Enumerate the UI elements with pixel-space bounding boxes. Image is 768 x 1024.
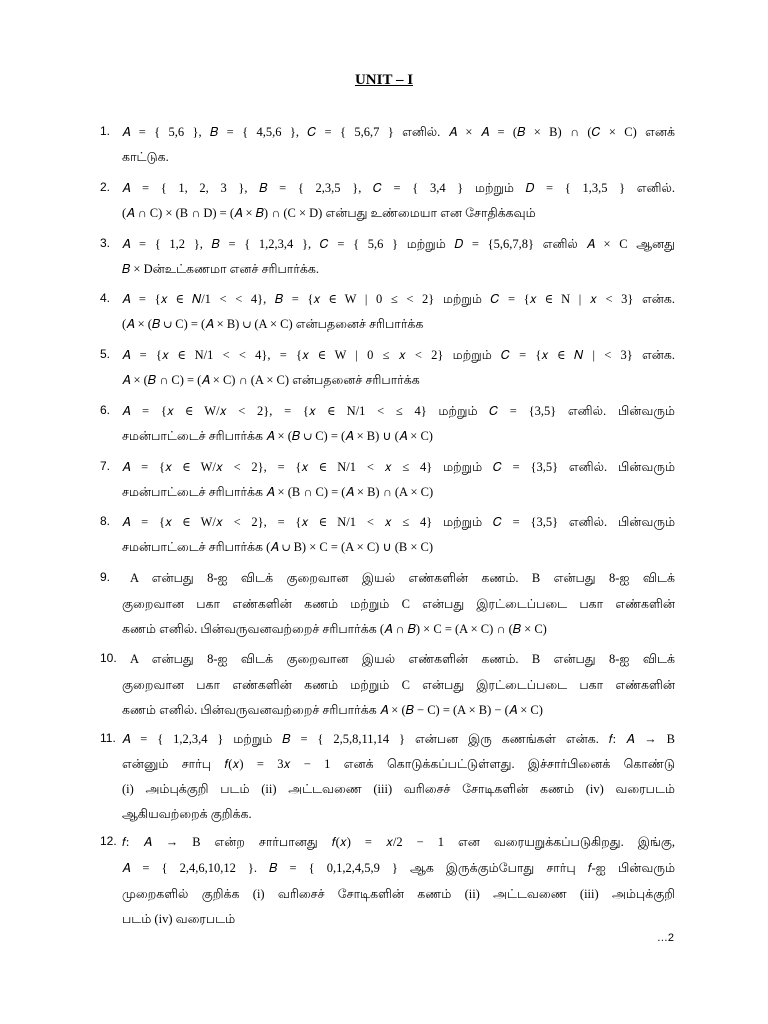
question-text-line: 𝐴 × (𝐵 ∩ C) = (𝐴 × C) ∩ (A × C) என்பதனைச் சரிபார்க்க xyxy=(122,373,420,387)
page-title: UNIT – I xyxy=(354,72,414,88)
question-number: 3. xyxy=(100,236,111,250)
question-text-line: சமன்பாட்டைச் சரிபார்க்க (𝐴 ∪ B) × C = (A × C) ∪ (B × C) xyxy=(122,540,434,554)
question-number: 11. xyxy=(100,731,116,745)
question-text-line: காட்டுக. xyxy=(122,150,169,164)
question-text-line: 𝐴 = { 5,6 }, 𝐵 = { 4,5,6 }, 𝐶 = { 5,6,7 } எனில். 𝐴 × 𝐴 = (𝐵 × B) ∩ (𝐶 × C) எனக் xyxy=(122,125,675,139)
question-text-line: கணம் எனில். பின்வருவனவற்றைச் சரிபார்க்க 𝐴 × (𝐵 − C) = (A × B) − (𝐴 × C) xyxy=(122,703,543,717)
question-text-line: 𝐴 = { 1,2 }, 𝐵 = { 1,2,3,4 }, 𝐶 = { 5,6 } மற்றும் 𝐷 = {5,6,7,8} எனில் 𝐴 × C ஆனது xyxy=(122,237,675,251)
question-text-line: A என்பது 8-ஐ விடக் குறைவான இயல் எண்களின் கணம். B என்பது 8-ஐ விடக் xyxy=(130,571,675,585)
question-number: 7. xyxy=(100,459,111,473)
question-number: 1. xyxy=(100,124,111,138)
question-number: 10. xyxy=(100,651,117,665)
question-text-line: A என்பது 8-ஐ விடக் குறைவான இயல் எண்களின் கணம். B என்பது 8-ஐ விடக் xyxy=(130,652,675,666)
question-text-line: (i) அம்புக்குறி படம் (ii) அட்டவணை (iii) வரிசைச் சோடிகளின் கணம் (iv) வரைபடம் xyxy=(122,782,675,796)
question-text-line: 𝐴 = {𝑥 ∈ W/𝑥 < 2}, = {𝑥 ∈ N/1 < ≤ 4} மற்றும் 𝐶 = {3,5} எனில். பின்வரும் xyxy=(122,404,675,418)
question-text-line: 𝐴 = {𝑥 ∈ W/𝑥 < 2}, = {𝑥 ∈ N/1 < 𝑥 ≤ 4} மற்றும் 𝐶 = {3,5} எனில். பின்வரும் xyxy=(122,460,675,474)
question-number: 6. xyxy=(100,403,111,417)
page-continuation-marker: …2 xyxy=(656,932,674,944)
question-text-line: 𝐴 = {𝑥 ∈ 𝑁/1 < < 4}, 𝐵 = {𝑥 ∈ W | 0 ≤ < 2} மற்றும் 𝐶 = {𝑥 ∈ N | 𝑥 < 3} என்க. xyxy=(122,292,675,306)
question-text-line: 𝐴 = { 1, 2, 3 }, 𝐵 = { 2,3,5 }, 𝐶 = { 3,4 } மற்றும் 𝐷 = { 1,3,5 } எனில். xyxy=(122,181,675,195)
question-text-line: சமன்பாட்டைச் சரிபார்க்க 𝐴 × (B ∩ C) = (𝐴 × B) ∩ (A × C) xyxy=(122,485,434,499)
question-text-line: முறைகளில் குறிக்க (i) வரிசைச் சோடிகளின் கணம் (ii) அட்டவணை (iii) அம்புக்குறி xyxy=(122,887,675,901)
question-text-line: 𝐴 = { 1,2,3,4 } மற்றும் 𝐵 = { 2,5,8,11,14 } என்பன இரு கணங்கள் என்க. 𝑓: 𝐴 → B xyxy=(122,732,675,746)
question-number: 12. xyxy=(100,834,117,848)
question-number: 5. xyxy=(100,347,111,361)
question-text-line: என்னும் சார்பு 𝑓(𝑥) = 3𝑥 − 1 எனக் கொடுக்கப்பட்டுள்ளது. இச்சார்பினைக் கொண்டு xyxy=(122,757,675,771)
question-text-line: 𝐴 = { 2,4,6,10,12 }. 𝐵 = { 0,1,2,4,5,9 } ஆக இருக்கும்போது சார்பு 𝑓-ஐ பின்வரும் xyxy=(122,861,675,875)
question-text-line: 𝐵 × Dன்உட்கணமா எனச் சரிபார்க்க. xyxy=(122,262,319,276)
question-text-line: சமன்பாட்டைச் சரிபார்க்க 𝐴 × (𝐵 ∪ C) = (𝐴 × B) ∪ (𝐴 × C) xyxy=(122,429,433,443)
question-text-line: 𝐴 = {𝑥 ∈ W/𝑥 < 2}, = {𝑥 ∈ N/1 < 𝑥 ≤ 4} மற்றும் 𝐶 = {3,5} எனில். பின்வரும் xyxy=(122,515,675,529)
question-text-line: குறைவான பகா எண்களின் கணம் மற்றும் C என்பது இரட்டைப்படை பகா எண்களின் xyxy=(122,678,675,692)
question-number: 9. xyxy=(100,570,111,584)
question-text-line: 𝑓: 𝐴 → B என்ற சார்பானது 𝑓(𝑥) = 𝑥/2 − 1 என வரையறுக்கப்படுகிறது. இங்கு, xyxy=(122,835,675,849)
question-text-line: குறைவான பகா எண்களின் கணம் மற்றும் C என்பது இரட்டைப்படை பகா எண்களின் xyxy=(122,597,675,611)
question-number: 8. xyxy=(100,514,111,528)
question-text-line: படம் (iv) வரைபடம் xyxy=(122,912,236,926)
question-number: 2. xyxy=(100,180,111,194)
question-text-line: (𝐴 × (𝐵 ∪ C) = (𝐴 × B) ∪ (A × C) என்பதனைச் சரிபார்க்க xyxy=(122,317,424,331)
question-text-line: 𝐴 = {𝑥 ∈ N/1 < < 4}, = {𝑥 ∈ W | 0 ≤ 𝑥 < 2} மற்றும் 𝐶 = {𝑥 ∈ 𝑁 | < 3} என்க. xyxy=(122,348,675,362)
question-text-line: கணம் எனில். பின்வருவனவற்றைச் சரிபார்க்க (𝐴 ∩ 𝐵) × C = (A × C) ∩ (𝐵 × C) xyxy=(122,622,547,636)
question-text-line: (𝐴 ∩ C) × (B ∩ D) = (𝐴 × 𝐵) ∩ (C × D) என்பது உண்மையா என சோதிக்கவும் xyxy=(122,206,536,220)
question-text-line: ஆகியவற்றைக் குறிக்க. xyxy=(122,807,252,821)
question-number: 4. xyxy=(100,291,111,305)
